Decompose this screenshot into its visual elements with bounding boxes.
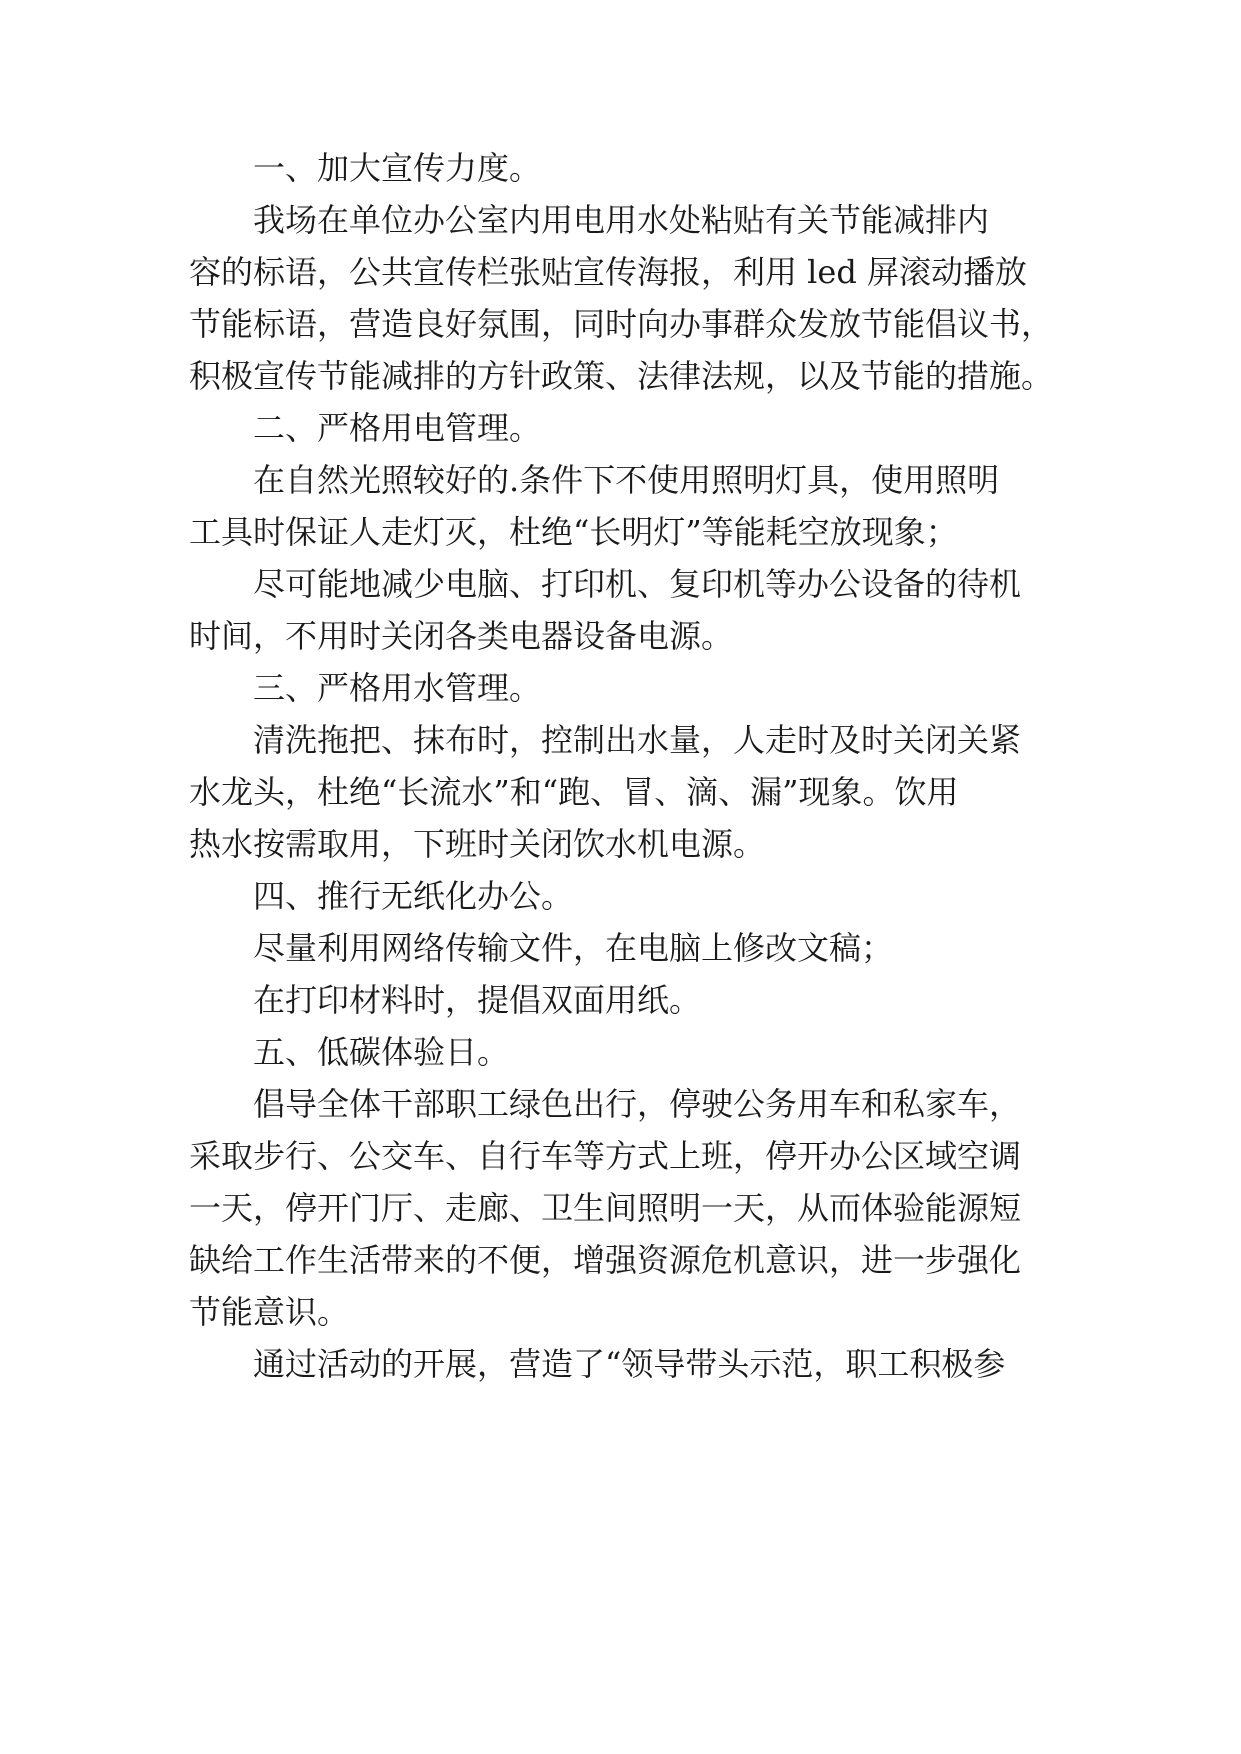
heading-2: 二、严格用电管理。 (253, 409, 542, 447)
paragraph-line: 容的标语，公共宣传栏张贴宣传海报，利用 led 屏滚动播放 (189, 253, 1028, 291)
heading-5: 五、低碳体验日。 (253, 1033, 510, 1071)
paragraph-line: 节能意识。 (189, 1293, 350, 1331)
paragraph-line: 水龙头，杜绝“长流水”和“跑、冒、滴、漏”现象。饮用 (189, 773, 959, 811)
paragraph-line: 在打印材料时，提倡双面用纸。 (253, 981, 702, 1019)
paragraph-line: 一天，停开门厅、走廊、卫生间照明一天，从而体验能源短 (189, 1189, 1022, 1227)
heading-1: 一、加大宣传力度。 (253, 149, 542, 187)
paragraph-line: 缺给工作生活带来的不便，增强资源危机意识，进一步强化 (189, 1241, 1022, 1279)
paragraph-line: 通过活动的开展，营造了“领导带头示范，职工积极参 (253, 1345, 1006, 1383)
paragraph-line: 我场在单位办公室内用电用水处粘贴有关节能减排内 (253, 201, 990, 239)
paragraph-line: 清洗拖把、抹布时，控制出水量，人走时及时关闭关紧 (253, 721, 1022, 759)
paragraph-line: 采取步行、公交车、自行车等方式上班，停开办公区域空调 (189, 1137, 1022, 1175)
paragraph-line: 倡导全体干部职工绿色出行，停驶公务用车和私家车， (253, 1085, 1022, 1123)
paragraph-line: 积极宣传节能减排的方针政策、法律法规，以及节能的措施。 (189, 357, 1054, 395)
paragraph-line: 节能标语，营造良好氛围，同时向办事群众发放节能倡议书， (189, 305, 1054, 343)
paragraph-line: 尽可能地减少电脑、打印机、复印机等办公设备的待机 (253, 565, 1022, 603)
heading-4: 四、推行无纸化办公。 (253, 877, 574, 915)
paragraph-line: 尽量利用网络传输文件，在电脑上修改文稿； (253, 929, 894, 967)
paragraph-line: 在自然光照较好的.条件下不使用照明灯具，使用照明 (253, 461, 1000, 499)
paragraph-line: 工具时保证人走灯灭，杜绝“长明灯”等能耗空放现象； (189, 513, 958, 551)
paragraph-line: 热水按需取用，下班时关闭饮水机电源。 (189, 825, 766, 863)
heading-3: 三、严格用水管理。 (253, 669, 542, 707)
paragraph-line: 时间，不用时关闭各类电器设备电源。 (189, 617, 734, 655)
